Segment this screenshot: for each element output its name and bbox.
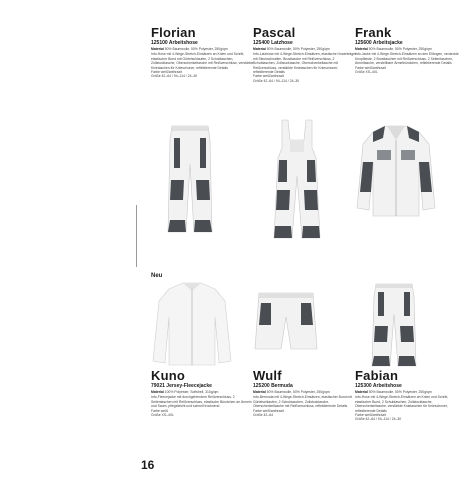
product-wulf [253,369,357,417]
product-features: Info-Bermuda mit 4-Wege-Stretch-Einsätzen, elastischer Bund mit Gürtelschlaufen, 2 Schubtaschen, Zollstocktasche, Oberschenkeltasche mit Reißverschluss, reflektierende Details [253,395,353,409]
product-name: Fabian [355,368,399,383]
product-material: Material 50% Baumwolle, 50% Polyester, 250g/qm [151,47,228,51]
product-code: 125100 Arbeitshose [151,40,198,46]
product-sizes: Größe 42–64 / 94–114 / 24–30 [355,417,402,422]
product-colour: Farbe weiß [151,408,168,413]
trousers-fabian-photo [370,282,418,368]
product-features: Info-Hose mit 4-Wege-Stretch-Einsätzen an Knien und Schritt, elastischer Bund, 2 Schubtaschen, Zollstocktasche, Oberschenkeltasche, verstärkte Knietaschen für Knieschoner, reflektierende Details [355,395,449,413]
sidebar-rule [136,205,137,267]
product-sizes: Größe 42–64 / 94–114 / 24–30 [253,78,300,83]
product-name: Pascal [253,25,296,40]
product-features: Info-Hose mit 4-Wege-Stretch-Einsätzen an Knien und Schritt, elastischer Bund mit Gürtelschlaufen, 2 Schubtaschen, Zollstocktasche, Oberschenkeltasche mit Reißverschluss, verstärkte Knietaschen für Knieschoner, reflektierende Details [151,52,254,70]
product-features: Info-Jacke mit 4-Wege-Stretch-Einsätzen an den Ellbogen, verdeckte Knopfleiste, 2 Brusttaschen mit Reißverschluss, 2 Seitentaschen, Ärmeltasche, verstellbare Ärmelbündchen, reflektierende Details [355,52,459,66]
fleece-jacket-kuno-photo [151,281,233,367]
product-sizes: Größe XS–4XL [355,70,378,75]
product-sizes: Größe 42–64 [253,413,273,418]
product-name: Kuno [151,368,186,383]
product-material: Material 50% Baumwolle, 50% Polyester, 250g/qm [355,47,432,51]
product-features: Info-Fleecejacke mit durchgehendem Reißverschluss, 2 Seitentaschen mit Reißverschluss, elastische Bündchen an Ärmeln und Saum, pflegeleicht und schnell trocknend [151,395,252,409]
product-colour: Farbe weiß/anthrazit [151,70,182,75]
product-fabian [355,369,459,422]
page-number: 16 [141,458,155,472]
product-code: 125300 Arbeitshose [355,383,402,389]
product-material: Material 50% Baumwolle, 50% Polyester, 250g/qm [355,390,432,394]
new-badge: Neu [151,273,163,279]
product-code: 79021 Jersey-Fleecejacke [151,383,212,389]
product-name: Florian [151,25,196,40]
product-colour: Farbe weiß/anthrazit [355,65,386,70]
product-colour: Farbe weiß/anthrazit [355,413,386,418]
shorts-wulf-photo [253,291,319,351]
product-name: Frank [355,25,392,40]
product-code: 125400 Latzhose [253,40,293,46]
product-code: 125200 Bermuda [253,383,293,389]
product-material: Material 50% Baumwolle, 50% Polyester, 250g/qm [253,390,330,394]
product-colour: Farbe weiß/anthrazit [253,408,284,413]
product-code: 125600 Arbeitsjacke [355,40,403,46]
product-material: Material 50% Baumwolle, 50% Polyester, 250g/qm [253,47,330,51]
bib-overall-pascal-photo [270,118,324,242]
product-colour: Farbe weiß/anthrazit [253,74,284,79]
product-sizes: Größe 42–64 / 94–114 / 24–30 [151,74,198,79]
product-name: Wulf [253,368,282,383]
jacket-frank-photo [355,122,437,218]
trousers-florian-photo [166,124,214,236]
product-material: Material 100% Polyester, Softshell, 310g/qm [151,390,219,394]
product-frank [355,26,459,74]
product-features: Info-Latzhose mit 4-Wege-Stretch-Einsätzen, elastische Hosenträger mit Steckschnallen, Brusttasche mit Reißverschluss, 2 Schubtaschen, Zollstocktasche, Oberschenkeltasche mit Reißverschluss, verstärkte Knietaschen für Knieschoner, reflektierende Details [253,52,357,75]
product-sizes: Größe XS–4XL [151,413,174,418]
product-florian [151,26,255,79]
product-pascal [253,26,357,83]
product-kuno [151,369,255,417]
